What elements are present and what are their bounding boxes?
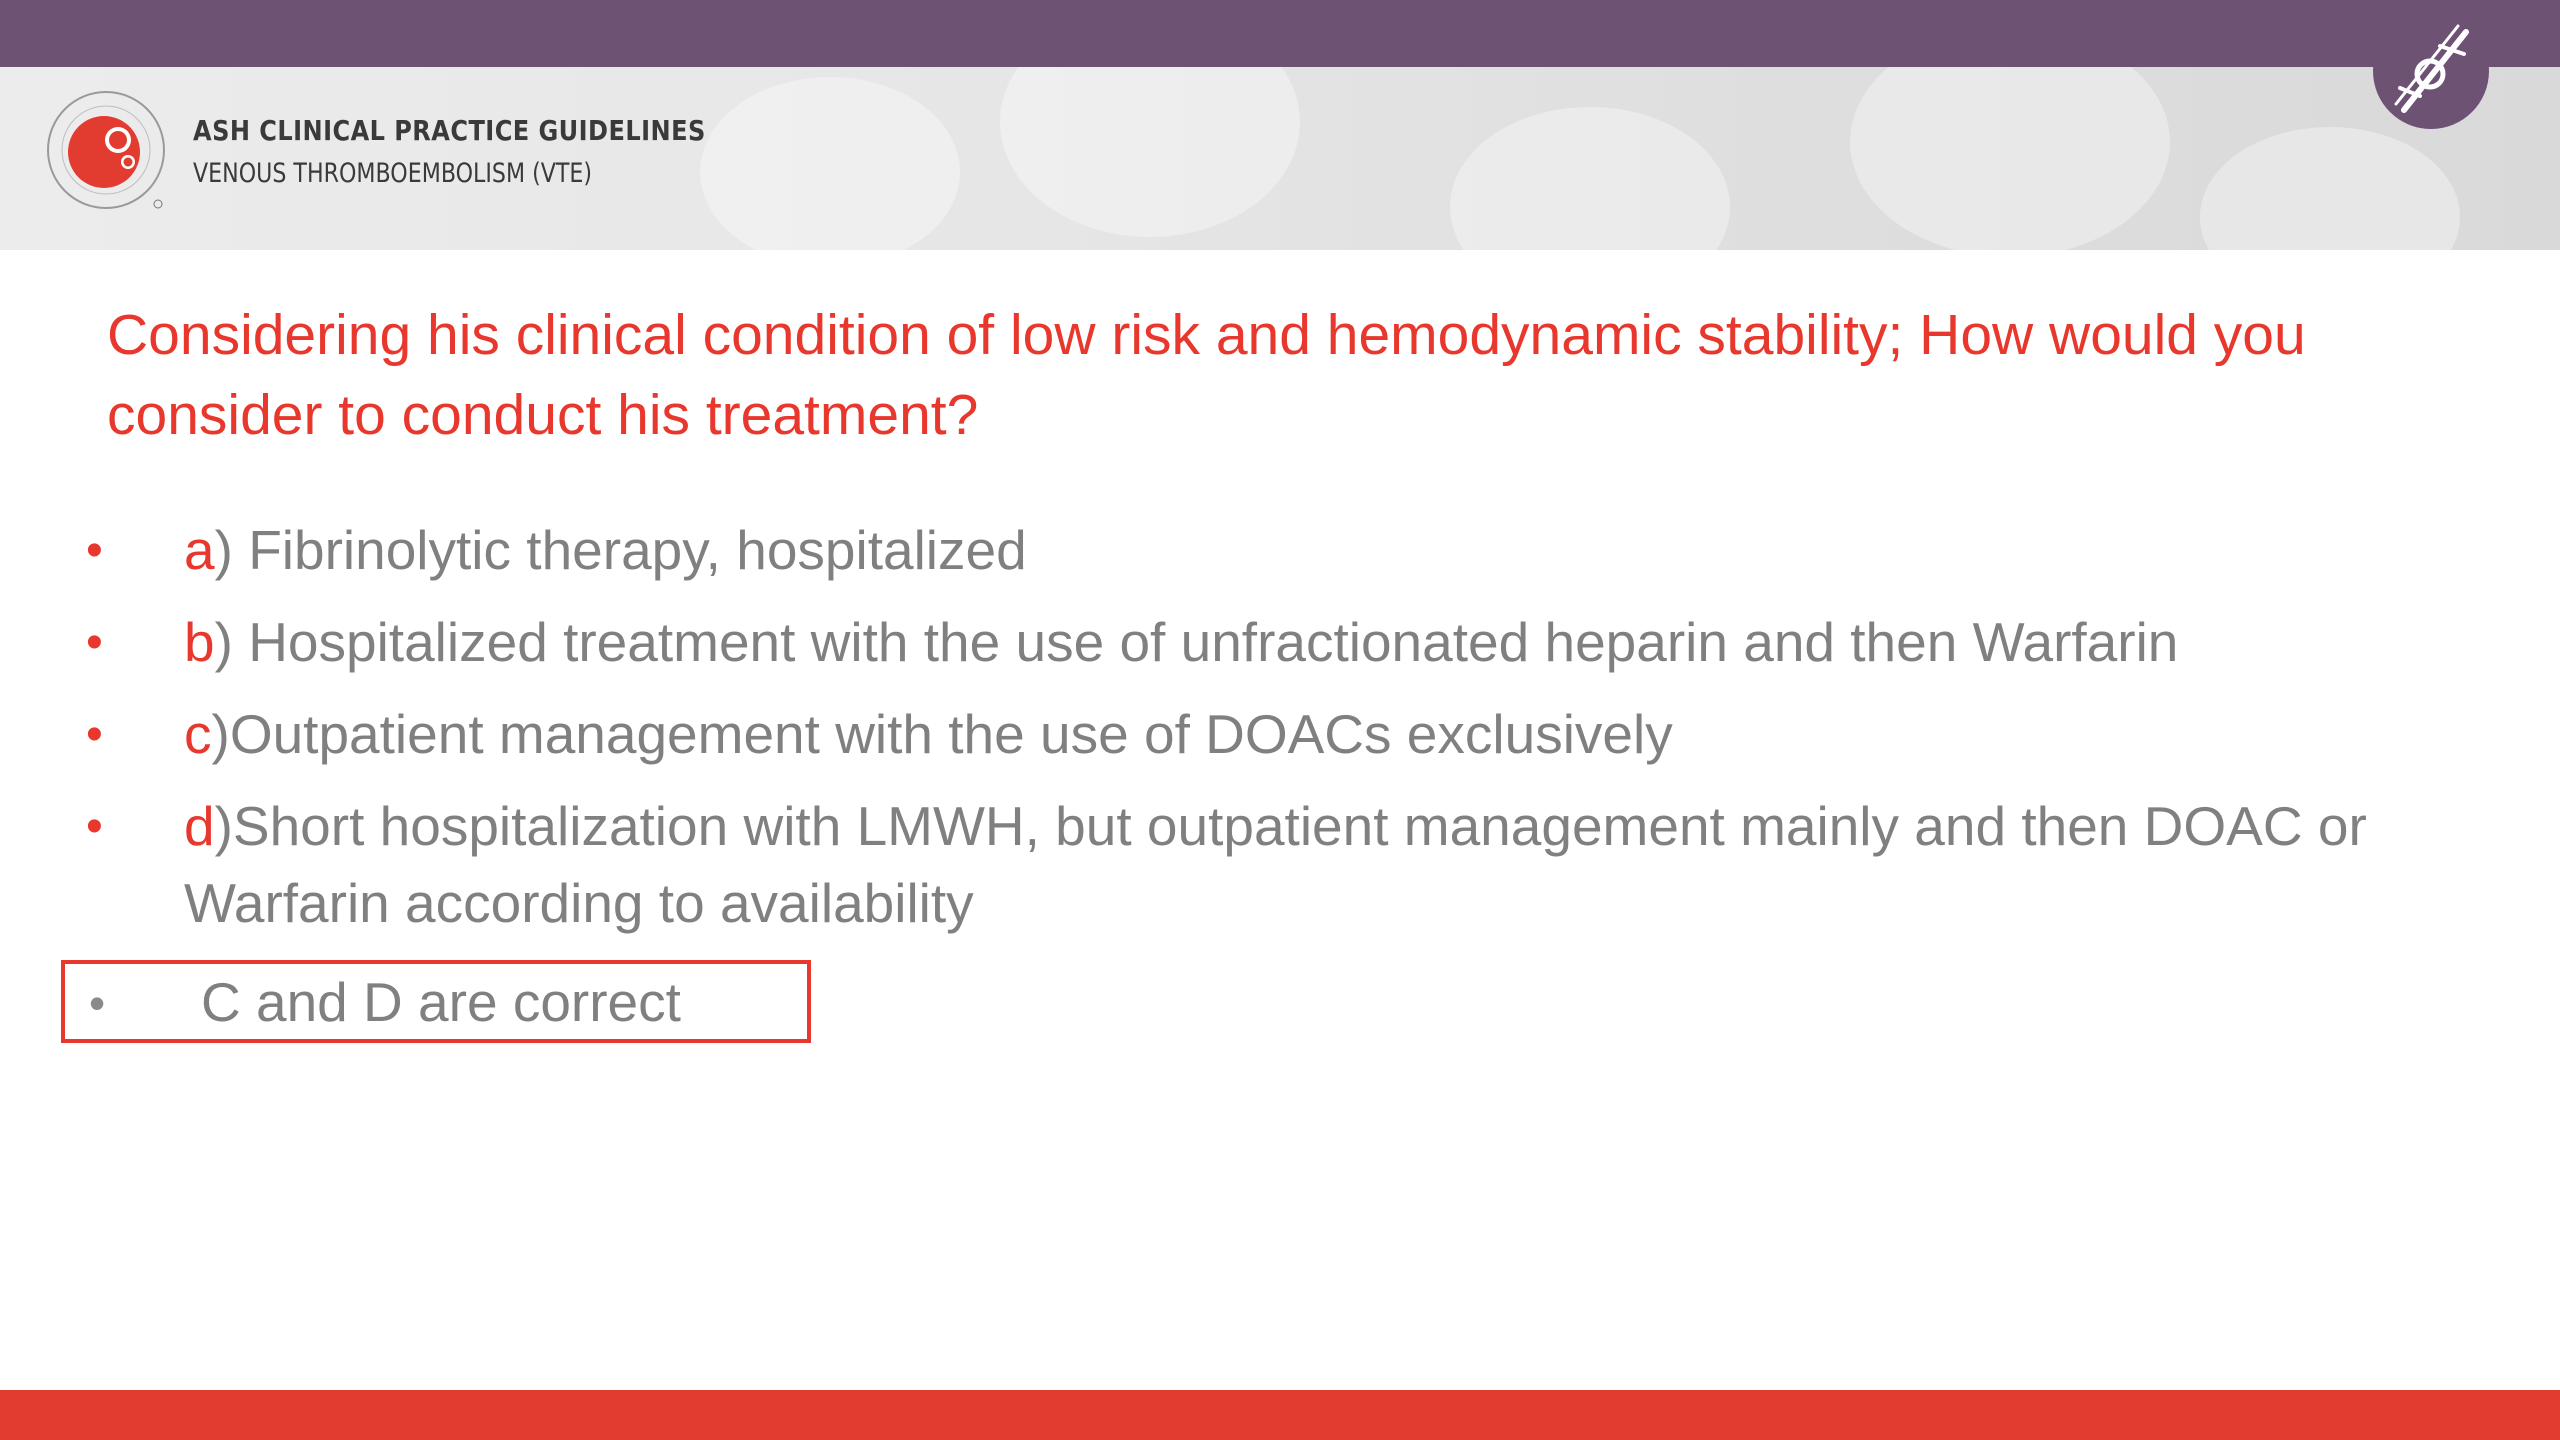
question-text: Considering his clinical condition of low risk and hemodynamic stability; How would you consider to conduct his treatment? [107, 303, 2306, 447]
answer-highlight-box [61, 960, 811, 1043]
background-cell [1850, 67, 2170, 250]
option-text: ) Fibrinolytic therapy, hospitalized [214, 519, 1027, 581]
background-cell [2200, 127, 2460, 250]
option-c [0, 696, 2444, 773]
background-cell [1450, 107, 1730, 250]
top-bar [0, 0, 2560, 67]
bottom-bar [0, 1390, 2560, 1440]
bullet-icon: • [86, 708, 103, 761]
bullet-icon: • [86, 616, 103, 669]
option-text: )Short hospitalization with LMWH, but outpatient management mainly and then DOAC or Warfarin according to availability [184, 795, 2367, 934]
option-a [0, 512, 2444, 589]
option-b [0, 604, 2444, 681]
option-letter: d [184, 795, 215, 857]
ash-society-logo [44, 88, 168, 212]
option-letter: c [184, 703, 212, 765]
badge-icon-graphic [2370, 10, 2492, 132]
bullet-icon: • [89, 977, 106, 1029]
background-cell [1000, 67, 1300, 237]
header-subtitle: VENOUS THROMBOEMBOLISM (VTE) [193, 158, 593, 189]
option-letter: b [184, 611, 215, 673]
option-text: )Outpatient management with the use of DOACs exclusively [211, 703, 1673, 765]
guideline-badge-icon [2370, 10, 2492, 132]
ash-society-logo-icon [44, 88, 168, 212]
bullet-icon: • [86, 800, 103, 853]
options-list [0, 512, 2560, 957]
header-title: ASH CLINICAL PRACTICE GUIDELINES [193, 114, 706, 147]
option-d [0, 788, 2444, 942]
answer-text: C and D are correct [201, 971, 681, 1033]
option-letter: a [184, 519, 215, 581]
option-text: ) Hospitalized treatment with the use of unfractionated heparin and then Warfarin [214, 611, 2179, 673]
bullet-icon: • [86, 524, 103, 577]
background-cell [700, 77, 960, 250]
